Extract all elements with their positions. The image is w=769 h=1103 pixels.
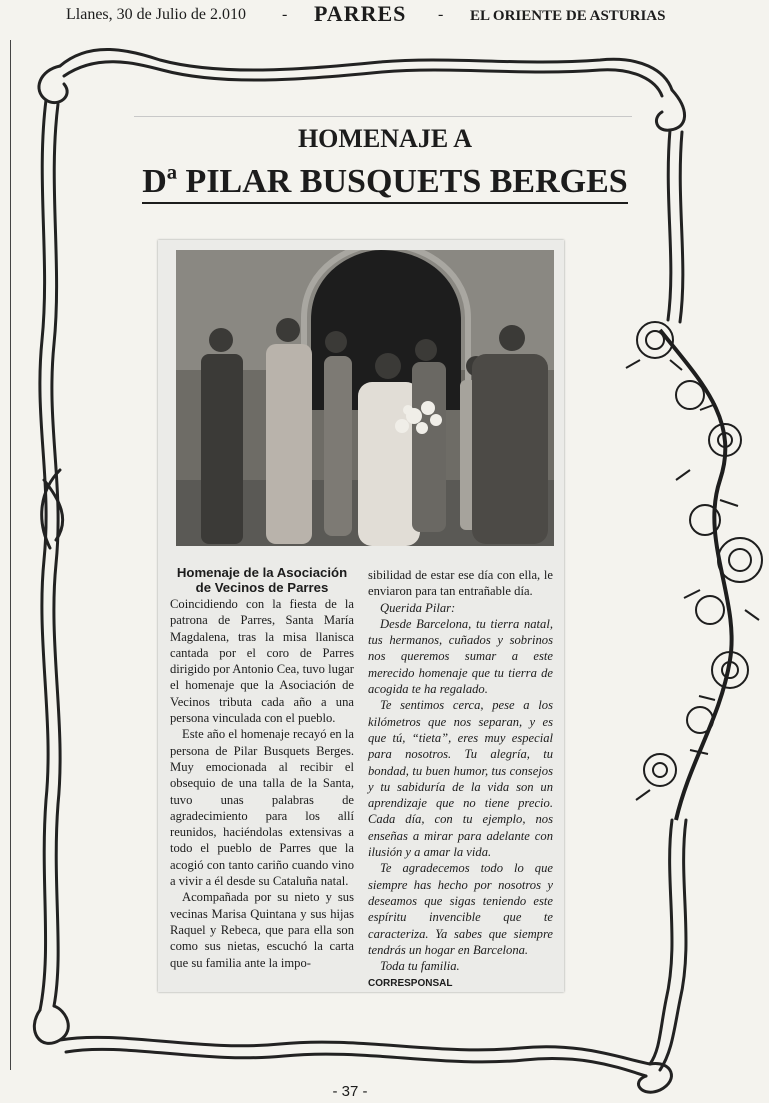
letter-paragraph: Te sentimos cerca, pese a los kilómetros que nos separan, y es que tú, “tieta”, eres muy especial para nosotros. Tu alegría, tu bondad, tu buen humor, tus consejos y tu sabiduría de la vida son un aprendizaje que no tiene precio. Cada día, con tu ejemplo, nos enseñas a mirar para adelante con ilusión y a amar la vida. — [368, 698, 553, 860]
title-divider — [134, 116, 632, 117]
article-subhead: Homenaje de la Asociación de Vecinos de Parres — [176, 565, 348, 595]
letter-paragraph: Te agradecemos todo lo que siempre has hecho por nosotros y deseamos que sigas teniendo este espíritu invencible que te caracteriza. Ya sabes que siempre tendrás un hogar en Barcelona. — [368, 861, 553, 957]
header-date: Llanes, 30 de Julio de 2.010 — [66, 6, 246, 23]
article-column-2 — [368, 567, 553, 993]
header-separator: - — [282, 6, 288, 23]
header-newspaper: EL ORIENTE DE ASTURIAS — [470, 8, 666, 24]
header-section: PARRES — [314, 1, 407, 26]
title-line-2 — [140, 163, 630, 201]
letter-signoff: Toda tu familia. — [380, 959, 460, 974]
header-separator: - — [438, 6, 444, 23]
title-line-1: HOMENAJE A — [297, 124, 473, 153]
letter-paragraph: Desde Barcelona, tu tierra natal, tus hermanos, cuñados y sobrinos nos queremos sumar a este merecido homenaje que tu tierra de acogida te ha regalado. — [368, 616, 553, 697]
page-number: - 37 - — [332, 1083, 368, 1100]
article-column-1 — [170, 565, 354, 971]
honoree-name: Dª PILAR BUSQUETS BERGES — [142, 163, 627, 204]
article-byline: CORRESPONSAL — [368, 978, 453, 990]
article-paragraph: Acompañada por su nieto y sus vecinas Marisa Quintana y sus hijas Raquel y Rebeca, que para ella son como sus nietas, escuchó la carta que su familia ante la impo- — [170, 890, 354, 970]
page-margin-rule — [10, 40, 11, 1070]
letter-greeting: Querida Pilar: — [380, 600, 456, 615]
article-paragraph: Coincidiendo con la fiesta de la patrona de Parres, Santa María Magdalena, tras la misa llanisca cantada por el coro de Parres dirigido por Antonio Cea, tuvo lugar el homenaje que la Asociación de Vecinos tributa cada año a una persona vinculada con el pueblo. — [170, 597, 354, 726]
group-photo — [176, 250, 554, 546]
article-paragraph: Este año el homenaje recayó en la persona de Pilar Busquets Berges. Muy emocionada al recibir el obsequio de una talla de la Santa, tuvo unas palabras de agradecimiento para los allí reunidos, haciéndolas extensivas a todo el pueblo de Parres que la acogió con tanto cariño cuando vino a vivir a él desde su Cataluña natal. — [170, 727, 354, 889]
article-paragraph: sibilidad de estar ese día con ella, le enviaron para tan entrañable día. — [368, 568, 553, 599]
page-header — [0, 1, 769, 30]
